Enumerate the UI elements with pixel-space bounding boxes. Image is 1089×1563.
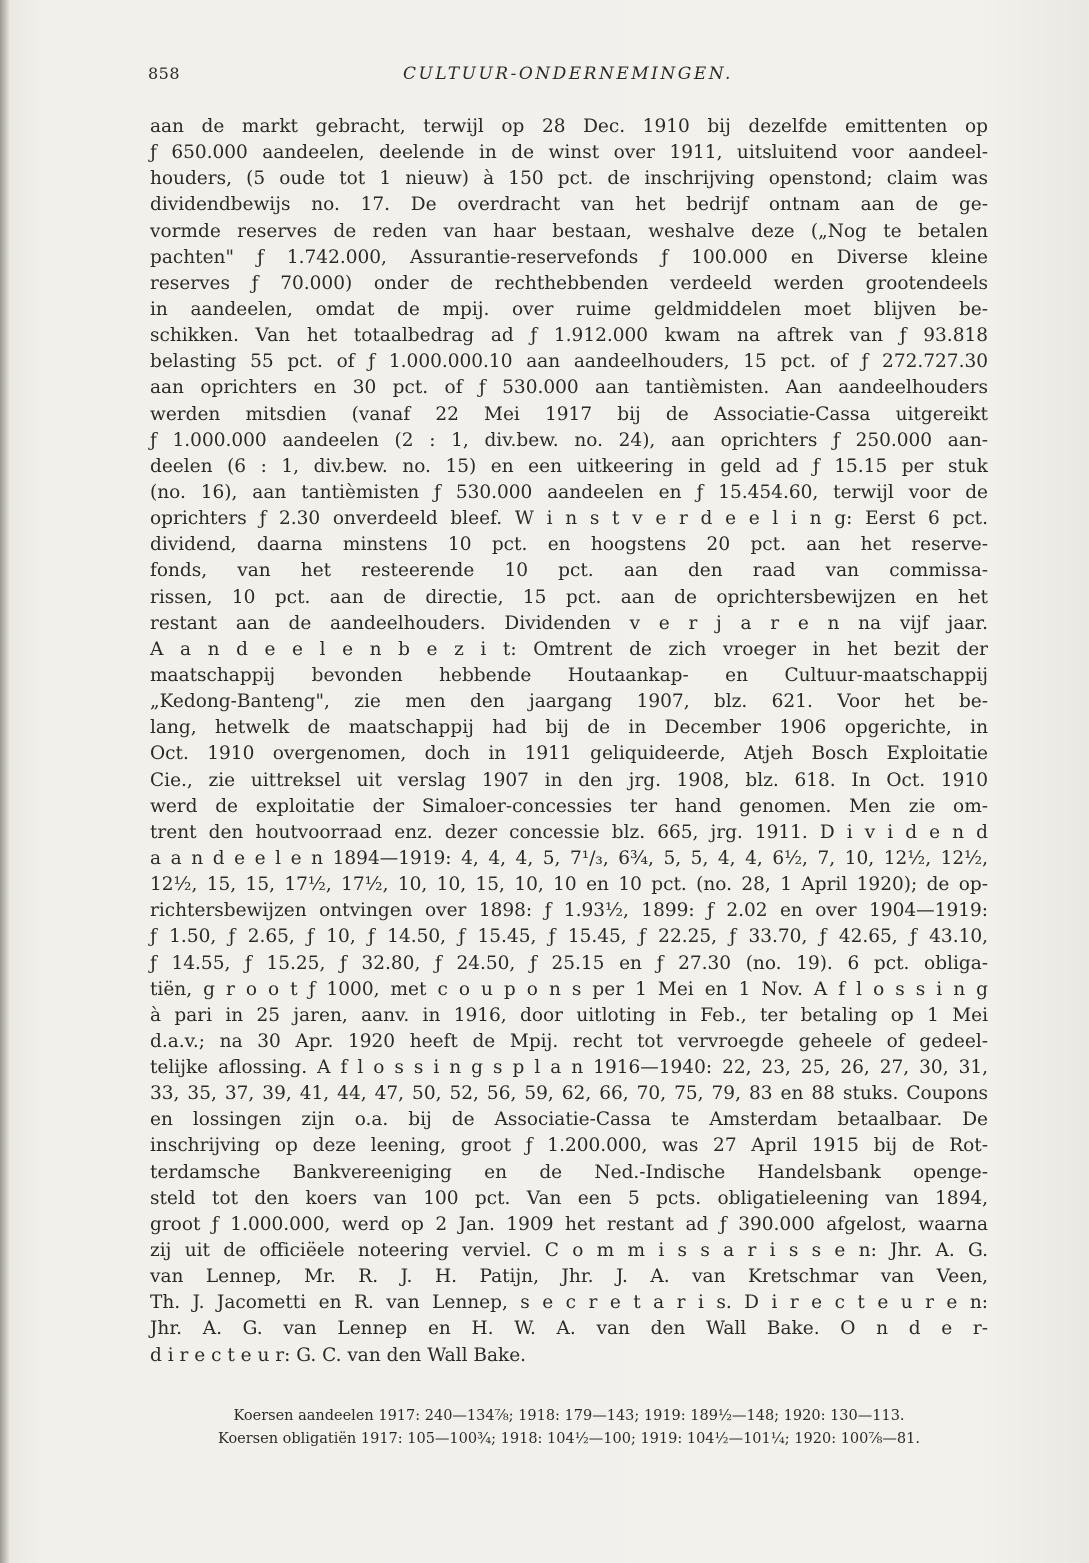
page-header bbox=[148, 64, 988, 88]
text-line: aan de markt gebracht, terwijl op 28 Dec. 1910 bij dezelfde emittenten op bbox=[150, 116, 988, 137]
text-line: ƒ 1.50, ƒ 2.65, ƒ 10, ƒ 14.50, ƒ 15.45, ƒ 15.45, ƒ 22.25, ƒ 33.70, ƒ 42.65, ƒ 43.10, bbox=[150, 926, 988, 948]
text-line: à pari in 25 jaren, aanv. in 1916, door uitloting in Feb., ter betaling op 1 Mei bbox=[150, 1004, 988, 1026]
text-line: aan oprichters en 30 pct. of ƒ 530.000 aan tantièmisten. Aan aandeelhouders bbox=[150, 377, 988, 399]
text-line: groot ƒ 1.000.000, werd op 2 Jan. 1909 het restant ad ƒ 390.000 afgelost, waarna bbox=[150, 1213, 988, 1235]
text-line: deelen (6 : 1, div.bew. no. 15) en een uitkeering in geld ad ƒ 15.15 per stuk bbox=[150, 455, 988, 477]
text-line: Cie., zie uittreksel uit verslag 1907 in den jrg. 1908, blz. 618. In Oct. 1910 bbox=[150, 769, 988, 791]
text-line: dividendbewijs no. 17. De overdracht van het bedrijf ontnam aan de ge- bbox=[150, 194, 988, 216]
page-spine-shadow bbox=[0, 0, 10, 1563]
text-line: reserves ƒ 70.000) onder de rechthebbenden verdeeld werden grootendeels bbox=[150, 272, 988, 294]
text-line: tiën, g r o o t ƒ 1000, met c o u p o n s per 1 Mei en 1 Nov. A f l o s s i n g bbox=[150, 978, 988, 1000]
body-text bbox=[150, 114, 988, 1369]
text-line: schikken. Van het totaalbedrag ad ƒ 1.912.000 kwam na aftrek van ƒ 93.818 bbox=[150, 325, 988, 347]
page-number: 858 bbox=[148, 64, 181, 83]
quotation-line: Koersen aandeelen 1917: 240—134⅞; 1918: 179—143; 1919: 189½—148; 1920: 130—113. bbox=[233, 1408, 905, 1424]
text-line: en lossingen zijn o.a. bij de Associatie-Cassa te Amsterdam betaalbaar. De bbox=[150, 1109, 988, 1131]
text-line: werd de exploitatie der Simaloer-concessies ter hand genomen. Men zie om- bbox=[150, 795, 988, 817]
text-line: vormde reserves de reden van haar bestaan, weshalve deze („Nog te betalen bbox=[150, 220, 988, 242]
text-line: a a n d e e l e n 1894—1919: 4, 4, 4, 5, 7¹/₃, 6¾, 5, 5, 4, 4, 6½, 7, 10, 12½, 12½, bbox=[150, 847, 988, 869]
text-line: Th. J. Jacometti en R. van Lennep, s e c r e t a r i s. D i r e c t e u r e n: bbox=[150, 1292, 988, 1314]
text-line: ƒ 14.55, ƒ 15.25, ƒ 32.80, ƒ 24.50, ƒ 25.15 en ƒ 27.30 (no. 19). 6 pct. obliga- bbox=[150, 952, 988, 974]
text-line: A a n d e e l e n b e z i t: Omtrent de zich vroeger in het bezit der bbox=[150, 638, 988, 660]
text-line: belasting 55 pct. of ƒ 1.000.000.10 aan aandeelhouders, 15 pct. of ƒ 272.727.30 bbox=[150, 351, 988, 373]
text-line: d.a.v.; na 30 Apr. 1920 heeft de Mpij. recht tot vervroegde geheele of gedeel- bbox=[150, 1030, 988, 1052]
text-line: steld tot den koers van 100 pct. Van een 5 pcts. obligatieleening van 1894, bbox=[150, 1187, 988, 1209]
text-line: „Kedong-Banteng", zie men den jaargang 1907, blz. 621. Voor het be- bbox=[150, 691, 988, 713]
text-line: lang, hetwelk de maatschappij had bij de in December 1906 opgerichte, in bbox=[150, 717, 988, 739]
text-line: in aandeelen, omdat de mpij. over ruime geldmiddelen moet blijven be- bbox=[150, 298, 988, 320]
text-line: fonds, van het resteerende 10 pct. aan den raad van commissa- bbox=[150, 560, 988, 582]
text-line: telijke aflossing. A f l o s s i n g s p l a n 1916—1940: 22, 23, 25, 26, 27, 30, 31, bbox=[150, 1057, 988, 1079]
text-line: ƒ 650.000 aandeelen, deelende in de winst over 1911, uitsluitend voor aandeel- bbox=[150, 142, 988, 164]
text-line: dividend, daarna minstens 10 pct. en hoogstens 20 pct. aan het reserve- bbox=[150, 534, 988, 556]
text-line: restant aan de aandeelhouders. Dividenden v e r j a r e n na vijf jaar. bbox=[150, 612, 988, 634]
text-line: houders, (5 oude tot 1 nieuw) à 150 pct. de inschrijving openstond; claim was bbox=[150, 168, 988, 190]
text-line: richtersbewijzen ontvingen over 1898: ƒ 1.93½, 1899: ƒ 2.02 en over 1904—1919: bbox=[150, 900, 988, 922]
quotation-line: Koersen obligatiën 1917: 105—100¾; 1918: 104½—100; 1919: 104½—101¼; 1920: 100⅞—81. bbox=[218, 1431, 920, 1447]
text-line: werden mitsdien (vanaf 22 Mei 1917 bij de Associatie-Cassa uitgereikt bbox=[150, 403, 988, 425]
text-line: terdamsche Bankvereeniging en de Ned.-Indische Handelsbank openge- bbox=[150, 1161, 988, 1183]
text-line: ƒ 1.000.000 aandeelen (2 : 1, div.bew. no. 24), aan oprichters ƒ 250.000 aan- bbox=[150, 429, 988, 451]
text-line: 12½, 15, 15, 17½, 17½, 10, 10, 15, 10, 10 en 10 pct. (no. 28, 1 April 1920); de op- bbox=[150, 874, 988, 896]
text-line: d i r e c t e u r: G. C. van den Wall Bake. bbox=[150, 1344, 527, 1366]
running-title: CULTUUR-ONDERNEMINGEN. bbox=[403, 64, 733, 84]
text-line: van Lennep, Mr. R. J. H. Patijn, Jhr. J. A. van Kretschmar van Veen, bbox=[150, 1266, 988, 1288]
text-line: rissen, 10 pct. aan de directie, 15 pct. aan de oprichtersbewijzen en het bbox=[150, 586, 988, 608]
text-line: Oct. 1910 overgenomen, doch in 1911 geliquideerde, Atjeh Bosch Exploitatie bbox=[150, 743, 988, 765]
text-line: (no. 16), aan tantièmisten ƒ 530.000 aandeelen en ƒ 15.454.60, terwijl voor de bbox=[150, 481, 988, 503]
text-line: inschrijving op deze leening, groot ƒ 1.200.000, was 27 April 1915 bij de Rot- bbox=[150, 1135, 988, 1157]
text-line: zij uit de officiëele noteering verviel. C o m m i s s a r i s s e n: Jhr. A. G. bbox=[150, 1240, 988, 1262]
text-line: oprichters ƒ 2.30 onverdeeld bleef. W i n s t v e r d e e l i n g: Eerst 6 pct. bbox=[150, 508, 988, 530]
text-line: Jhr. A. G. van Lennep en H. W. A. van den Wall Bake. O n d e r- bbox=[150, 1318, 988, 1340]
text-line: 33, 35, 37, 39, 41, 44, 47, 50, 52, 56, 59, 62, 66, 70, 75, 79, 83 en 88 stuks. Coupons bbox=[150, 1083, 988, 1105]
text-line: maatschappij bevonden hebbende Houtaankap- en Cultuur-maatschappij bbox=[150, 664, 988, 686]
price-quotations bbox=[150, 1405, 988, 1451]
text-line: trent den houtvoorraad enz. dezer concessie blz. 665, jrg. 1911. D i v i d e n d bbox=[150, 821, 988, 843]
text-line: pachten" ƒ 1.742.000, Assurantie-reservefonds ƒ 100.000 en Diverse kleine bbox=[150, 246, 988, 268]
